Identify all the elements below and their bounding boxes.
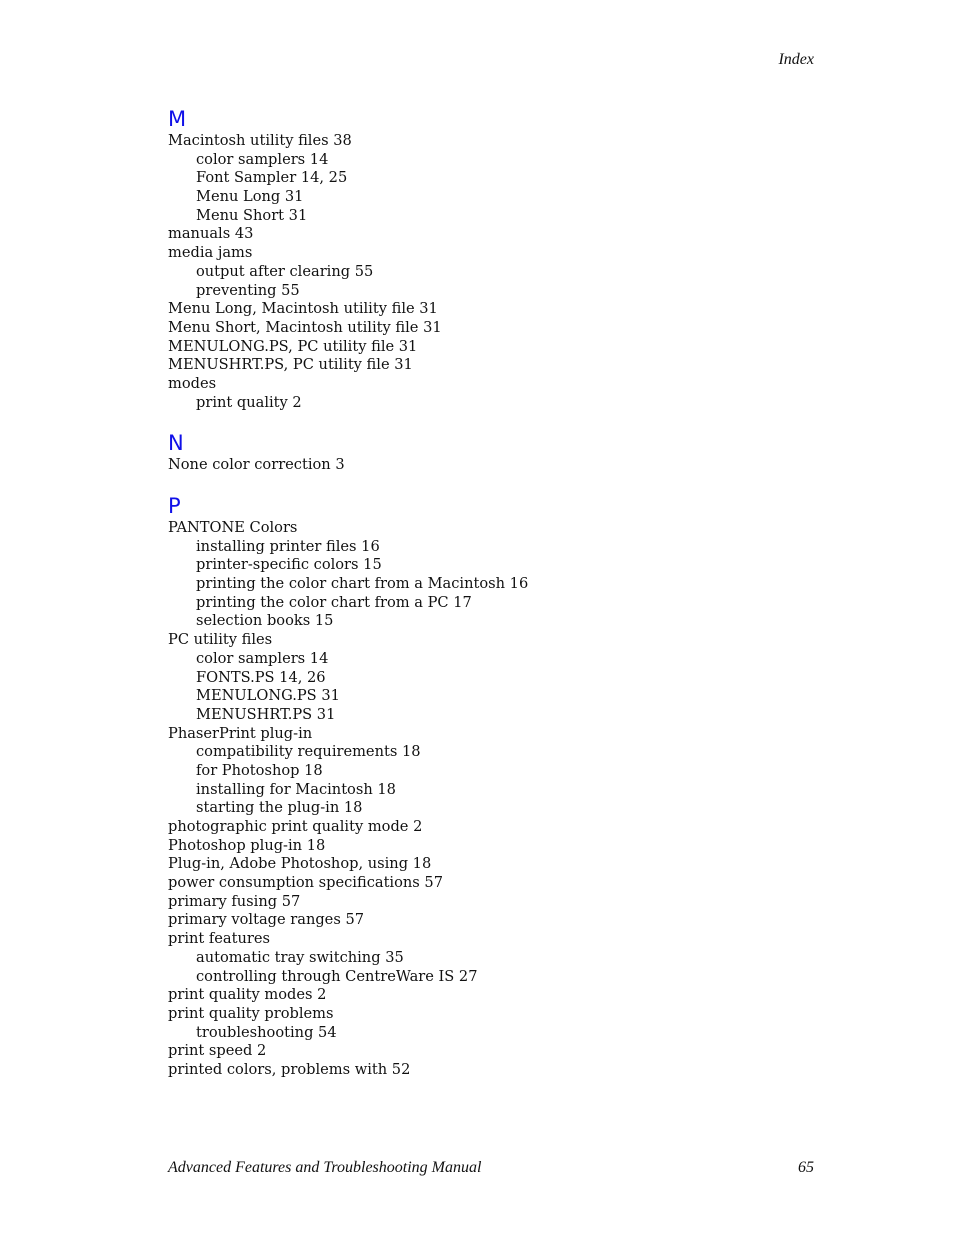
index-entry: PhaserPrint plug-in	[168, 724, 313, 742]
index-entry: PANTONE Colors	[168, 519, 298, 536]
index-subentry: Font Sampler 14, 25	[196, 169, 348, 187]
index-entry: printed colors, problems with 52	[168, 1060, 411, 1078]
running-header: Index	[778, 51, 814, 68]
index-entry-list	[168, 456, 828, 475]
index-subentry: troubleshooting 54	[196, 1023, 337, 1041]
index-entry: Menu Long, Macintosh utility file 31	[168, 300, 438, 318]
index-subentry: MENULONG.PS 31	[196, 687, 340, 705]
index-entry: print speed 2	[168, 1042, 267, 1060]
index-subentry: Menu Long 31	[196, 188, 304, 206]
index-entry: Photoshop plug-in 18	[168, 836, 326, 854]
index-subentry: installing printer files 16	[196, 537, 380, 555]
index-entry: print quality modes 2	[168, 986, 327, 1004]
index-subentry: selection books 15	[196, 612, 334, 630]
index-entry: PC utility files	[168, 631, 273, 649]
index-subentry: compatibility requirements 18	[196, 743, 421, 761]
index-entry: power consumption specifications 57	[168, 874, 443, 892]
section-letter-heading: M	[168, 107, 187, 131]
index-subentry: controlling through CentreWare IS 27	[196, 967, 478, 985]
index-entry: Menu Short, Macintosh utility file 31	[168, 318, 442, 336]
index-entry: media jams	[168, 244, 253, 262]
index-subentry: FONTS.PS 14, 26	[196, 668, 326, 686]
index-subentry: preventing 55	[196, 281, 300, 299]
section-letter-heading: P	[168, 494, 181, 518]
index-subentry: printing the color chart from a PC 17	[196, 593, 472, 611]
index-subentry: print quality 2	[196, 393, 302, 411]
page-footer	[168, 1159, 814, 1177]
footer-manual-title: Advanced Features and Troubleshooting Manual	[168, 1159, 482, 1176]
index-subentry: printing the color chart from a Macintosh 16	[196, 575, 529, 593]
index-entry-list	[168, 519, 828, 1080]
footer-page-number: 65	[798, 1159, 814, 1176]
index-subentry: MENUSHRT.PS 31	[196, 705, 336, 723]
index-subentry: output after clearing 55	[196, 262, 374, 280]
index-entry: print quality problems	[168, 1004, 334, 1022]
index-section-m	[168, 106, 828, 412]
index-subentry: automatic tray switching 35	[196, 948, 404, 966]
index-entry: Macintosh utility files 38	[168, 132, 352, 149]
index-body	[168, 106, 828, 1080]
index-entry: MENUSHRT.PS, PC utility file 31	[168, 356, 413, 374]
index-subentry: color samplers 14	[196, 150, 329, 168]
index-entry: primary fusing 57	[168, 892, 301, 910]
index-entry: manuals 43	[168, 225, 254, 243]
index-subentry: printer-specific colors 15	[196, 556, 382, 574]
index-subentry: installing for Macintosh 18	[196, 780, 396, 798]
index-entry-list	[168, 132, 828, 412]
index-entry: modes	[168, 374, 217, 392]
index-entry: primary voltage ranges 57	[168, 911, 365, 929]
index-subentry: for Photoshop 18	[196, 761, 323, 779]
index-entry: photographic print quality mode 2	[168, 818, 423, 835]
index-entry: Plug-in, Adobe Photoshop, using 18	[168, 855, 432, 873]
index-subentry: color samplers 14	[196, 649, 329, 667]
index-subentry: starting the plug-in 18	[196, 799, 363, 817]
index-subentry: Menu Short 31	[196, 206, 308, 224]
index-section-n	[168, 430, 828, 475]
index-section-p	[168, 493, 828, 1080]
index-entry: MENULONG.PS, PC utility file 31	[168, 337, 418, 355]
index-entry: None color correction 3	[168, 456, 345, 474]
index-entry: print features	[168, 930, 270, 948]
section-letter-heading: N	[168, 431, 184, 456]
